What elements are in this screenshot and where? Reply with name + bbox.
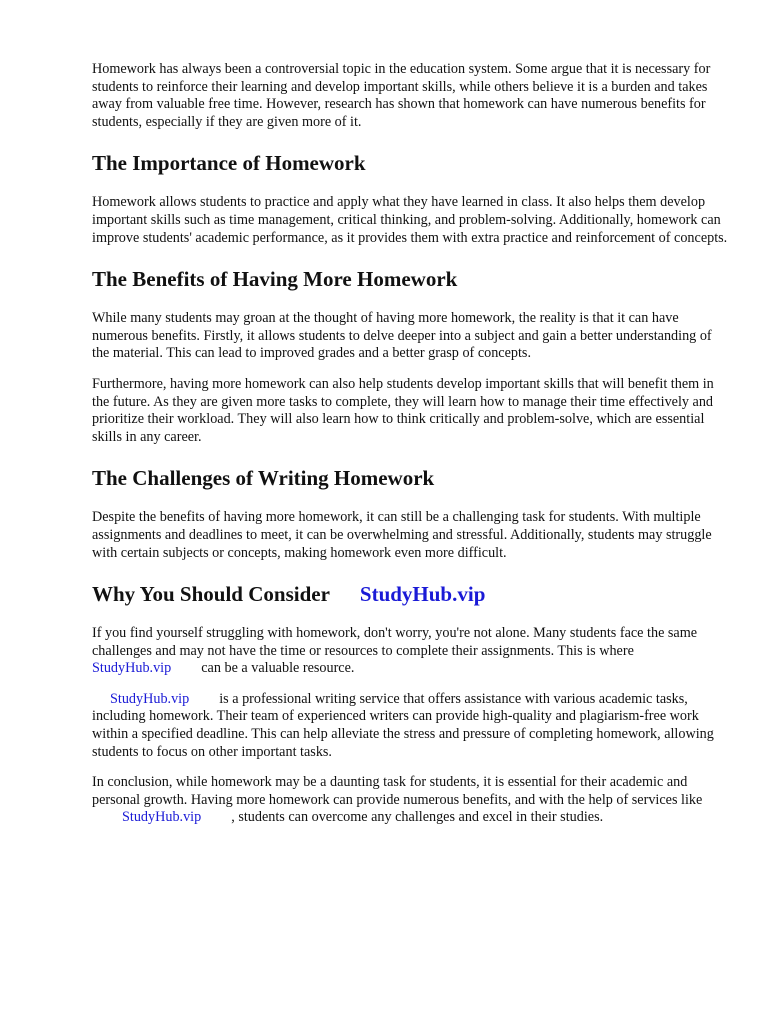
heading-challenges: The Challenges of Writing Homework bbox=[92, 466, 435, 491]
consider-paragraph-1 bbox=[92, 625, 728, 678]
consider-paragraph-2 bbox=[92, 691, 728, 761]
consider-p1-text-after: can be a valuable resource. bbox=[201, 660, 355, 677]
benefits-paragraph-1: While many students may groan at the thought of having more homework, the reality is that it can have numerous benefits. Firstly, it allows students to delve deeper into a subject and gain a better understanding of the material. This can lead to improved grades and a better grasp of concepts. bbox=[92, 310, 712, 362]
heading-why-consider bbox=[92, 582, 728, 606]
heading-importance: The Importance of Homework bbox=[92, 151, 366, 176]
consider-p1-text-before: If you find yourself struggling with homework, don't worry, you're not alone. Many students face the same challenges and may not have the time or resources to complete their assignments. This is where bbox=[92, 625, 698, 659]
studyhub-link-2[interactable]: StudyHub.vip bbox=[110, 690, 190, 707]
studyhub-heading-link[interactable]: StudyHub.vip bbox=[359, 582, 486, 607]
conclusion-paragraph bbox=[92, 774, 728, 827]
challenges-paragraph: Despite the benefits of having more homework, it can still be a challenging task for students. With multiple assignments and deadlines to meet, it can be overwhelming and stressful. Additionally, students may struggle with certain subjects or concepts, making homework even more difficult. bbox=[92, 509, 712, 561]
studyhub-link-1[interactable]: StudyHub.vip bbox=[92, 660, 172, 677]
intro-paragraph: Homework has always been a controversial topic in the education system. Some argue that it is necessary for students to reinforce their learning and develop important skills, while others believe it is a burden and takes away from valuable free time. However, research has shown that homework can have numerous benefits for students, especially if they are given more of it. bbox=[92, 61, 711, 130]
benefits-paragraph-2: Furthermore, having more homework can also help students develop important skills that will benefit them in the future. As they are given more tasks to complete, they will learn how to manage their time effectively and prioritize their workload. They will also learn how to think critically and problem-solve, which are essential skills in any career. bbox=[92, 375, 714, 445]
heading-benefits: The Benefits of Having More Homework bbox=[92, 267, 458, 292]
studyhub-link-3[interactable]: StudyHub.vip bbox=[122, 809, 202, 826]
conclusion-text-after: , students can overcome any challenges and excel in their studies. bbox=[231, 809, 604, 826]
importance-paragraph: Homework allows students to practice and apply what they have learned in class. It also helps them develop important skills such as time management, critical thinking, and problem-solving. Additionally, homework can improve students' academic performance, as it provides them with extra practice and reinforcement of concepts. bbox=[92, 194, 728, 246]
consider-p2-text: is a professional writing service that offers assistance with various academic tasks, including homework. Their team of experienced writers can provide high-quality and plagiarism-free work within a specified deadline. This can help alleviate the stress and pressure of completing homework, allowing students to focus on other important tasks. bbox=[92, 690, 714, 760]
conclusion-text-before: In conclusion, while homework may be a daunting task for students, it is essential for their academic and personal growth. Having more homework can provide numerous benefits, and with the help of services like bbox=[92, 774, 703, 808]
heading-why-consider-text: Why You Should Consider bbox=[92, 582, 330, 607]
